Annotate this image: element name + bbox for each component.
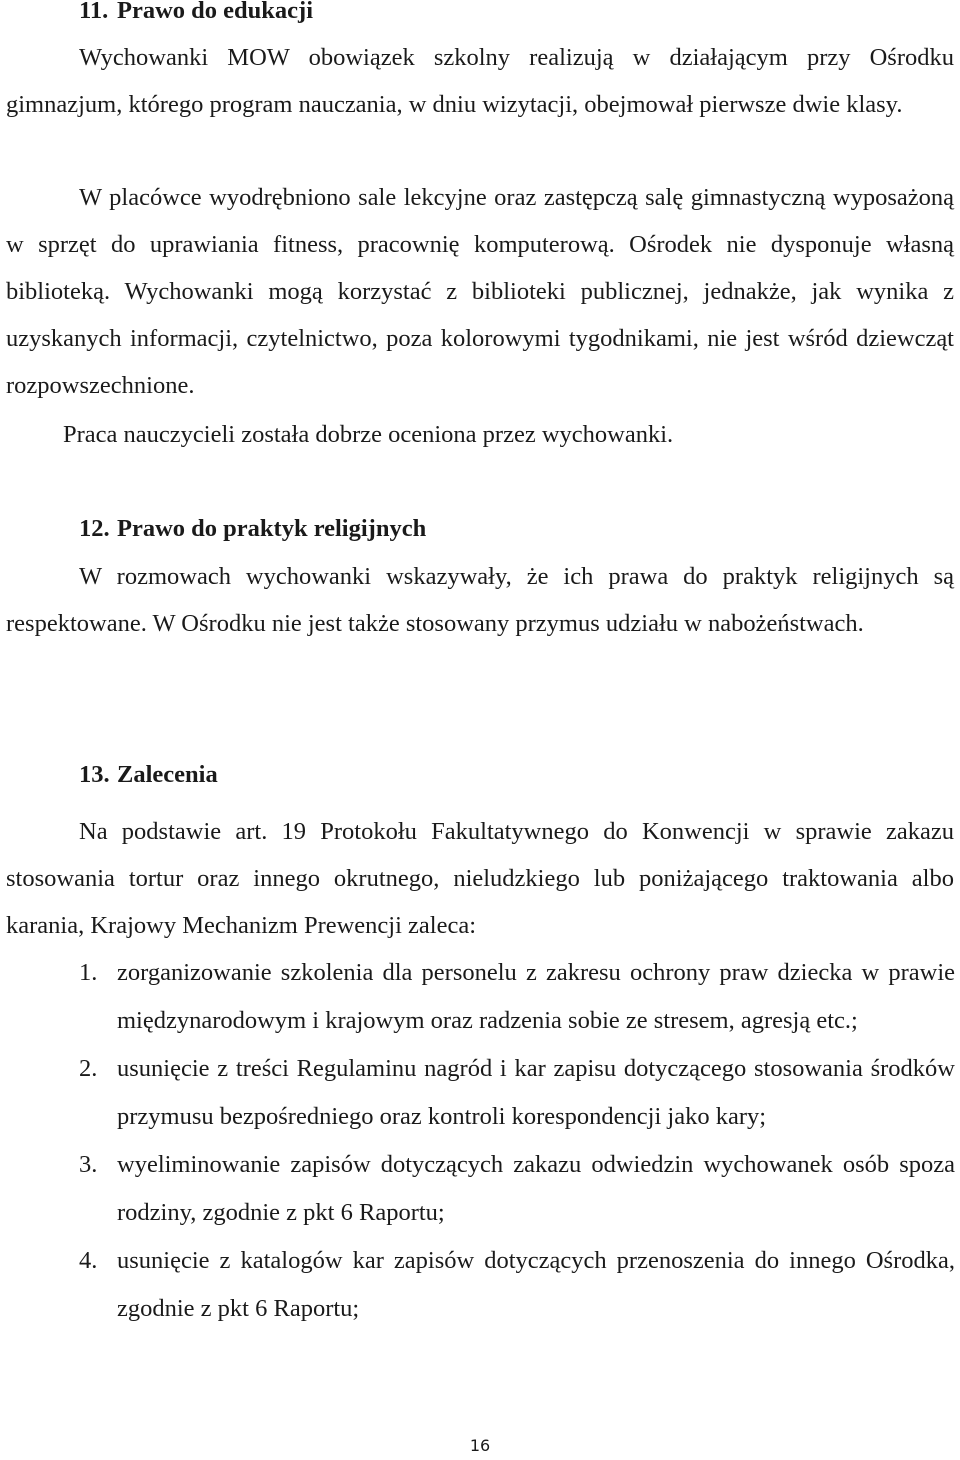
section-heading-recommendations [79,760,218,790]
list-item-text: usunięcie z treści Regulaminu nagród i kar zapisu dotyczącego stosowania środków przymusu bezpośredniego oraz kontroli korespondencji jako kary; [117,1055,955,1130]
list-item-number: 4. [79,1247,98,1274]
list-item [79,949,955,1045]
list-item-text: zorganizowanie szkolenia dla personelu z zakresu ochrony praw dziecka w prawie międzynarodowym i krajowym oraz radzenia sobie ze stresem, agresją etc.; [117,959,955,1034]
list-item-number: 2. [79,1055,98,1082]
section-title: Prawo do praktyk religijnych [117,515,427,542]
list-item-text: usunięcie z katalogów kar zapisów dotyczących przenoszenia do innego Ośrodka, zgodnie z pkt 6 Raportu; [117,1247,955,1322]
list-item-number: 1. [79,959,98,986]
list-item-text: wyeliminowanie zapisów dotyczących zakazu odwiedzin wychowanek osób spoza rodziny, zgodnie z pkt 6 Raportu; [117,1151,955,1226]
section-number: 13. [79,761,110,788]
section-heading-education [79,0,313,26]
recommendations-list [79,949,955,1333]
list-item [79,1237,955,1333]
paragraph: Na podstawie art. 19 Protokołu Fakultatywnego do Konwencji w sprawie zakazu stosowania tortur oraz innego okrutnego, nieludzkiego lub poniżającego traktowania albo karania, Krajowy Mechanizm Prewencji zaleca: [6,818,954,939]
list-item [79,1045,955,1141]
section-number: 11. [79,0,109,24]
list-item [79,1141,955,1237]
list-item-number: 3. [79,1151,98,1178]
paragraph: Wychowanki MOW obowiązek szkolny realizują w działającym przy Ośrodku gimnazjum, którego program nauczania, w dniu wizytacji, obejmował pierwsze dwie klasy. [6,44,954,118]
section-heading-religious-practices [79,514,426,544]
section-number: 12. [79,515,110,542]
paragraph: W rozmowach wychowanki wskazywały, że ich prawa do praktyk religijnych są respektowane. W Ośrodku nie jest także stosowany przymus udziału w nabożeństwach. [6,563,954,637]
paragraph: Praca nauczycieli została dobrze oceniona przez wychowanki. [63,421,674,448]
paragraph: W placówce wyodrębniono sale lekcyjne oraz zastępczą salę gimnastyczną wyposażoną w sprzęt do uprawiania fitness, pracownię komputerową. Ośrodek nie dysponuje własną biblioteką. Wychowanki mogą korzystać z biblioteki publicznej, jednakże, jak wynika z uzyskanych informacji, czytelnictwo, poza kolorowymi tygodnikami, nie jest wśród dziewcząt rozpowszechnione. [6,184,954,399]
section-title: Zalecenia [117,761,218,788]
page-number: 16 [469,1436,491,1455]
section-title: Prawo do edukacji [117,0,313,24]
